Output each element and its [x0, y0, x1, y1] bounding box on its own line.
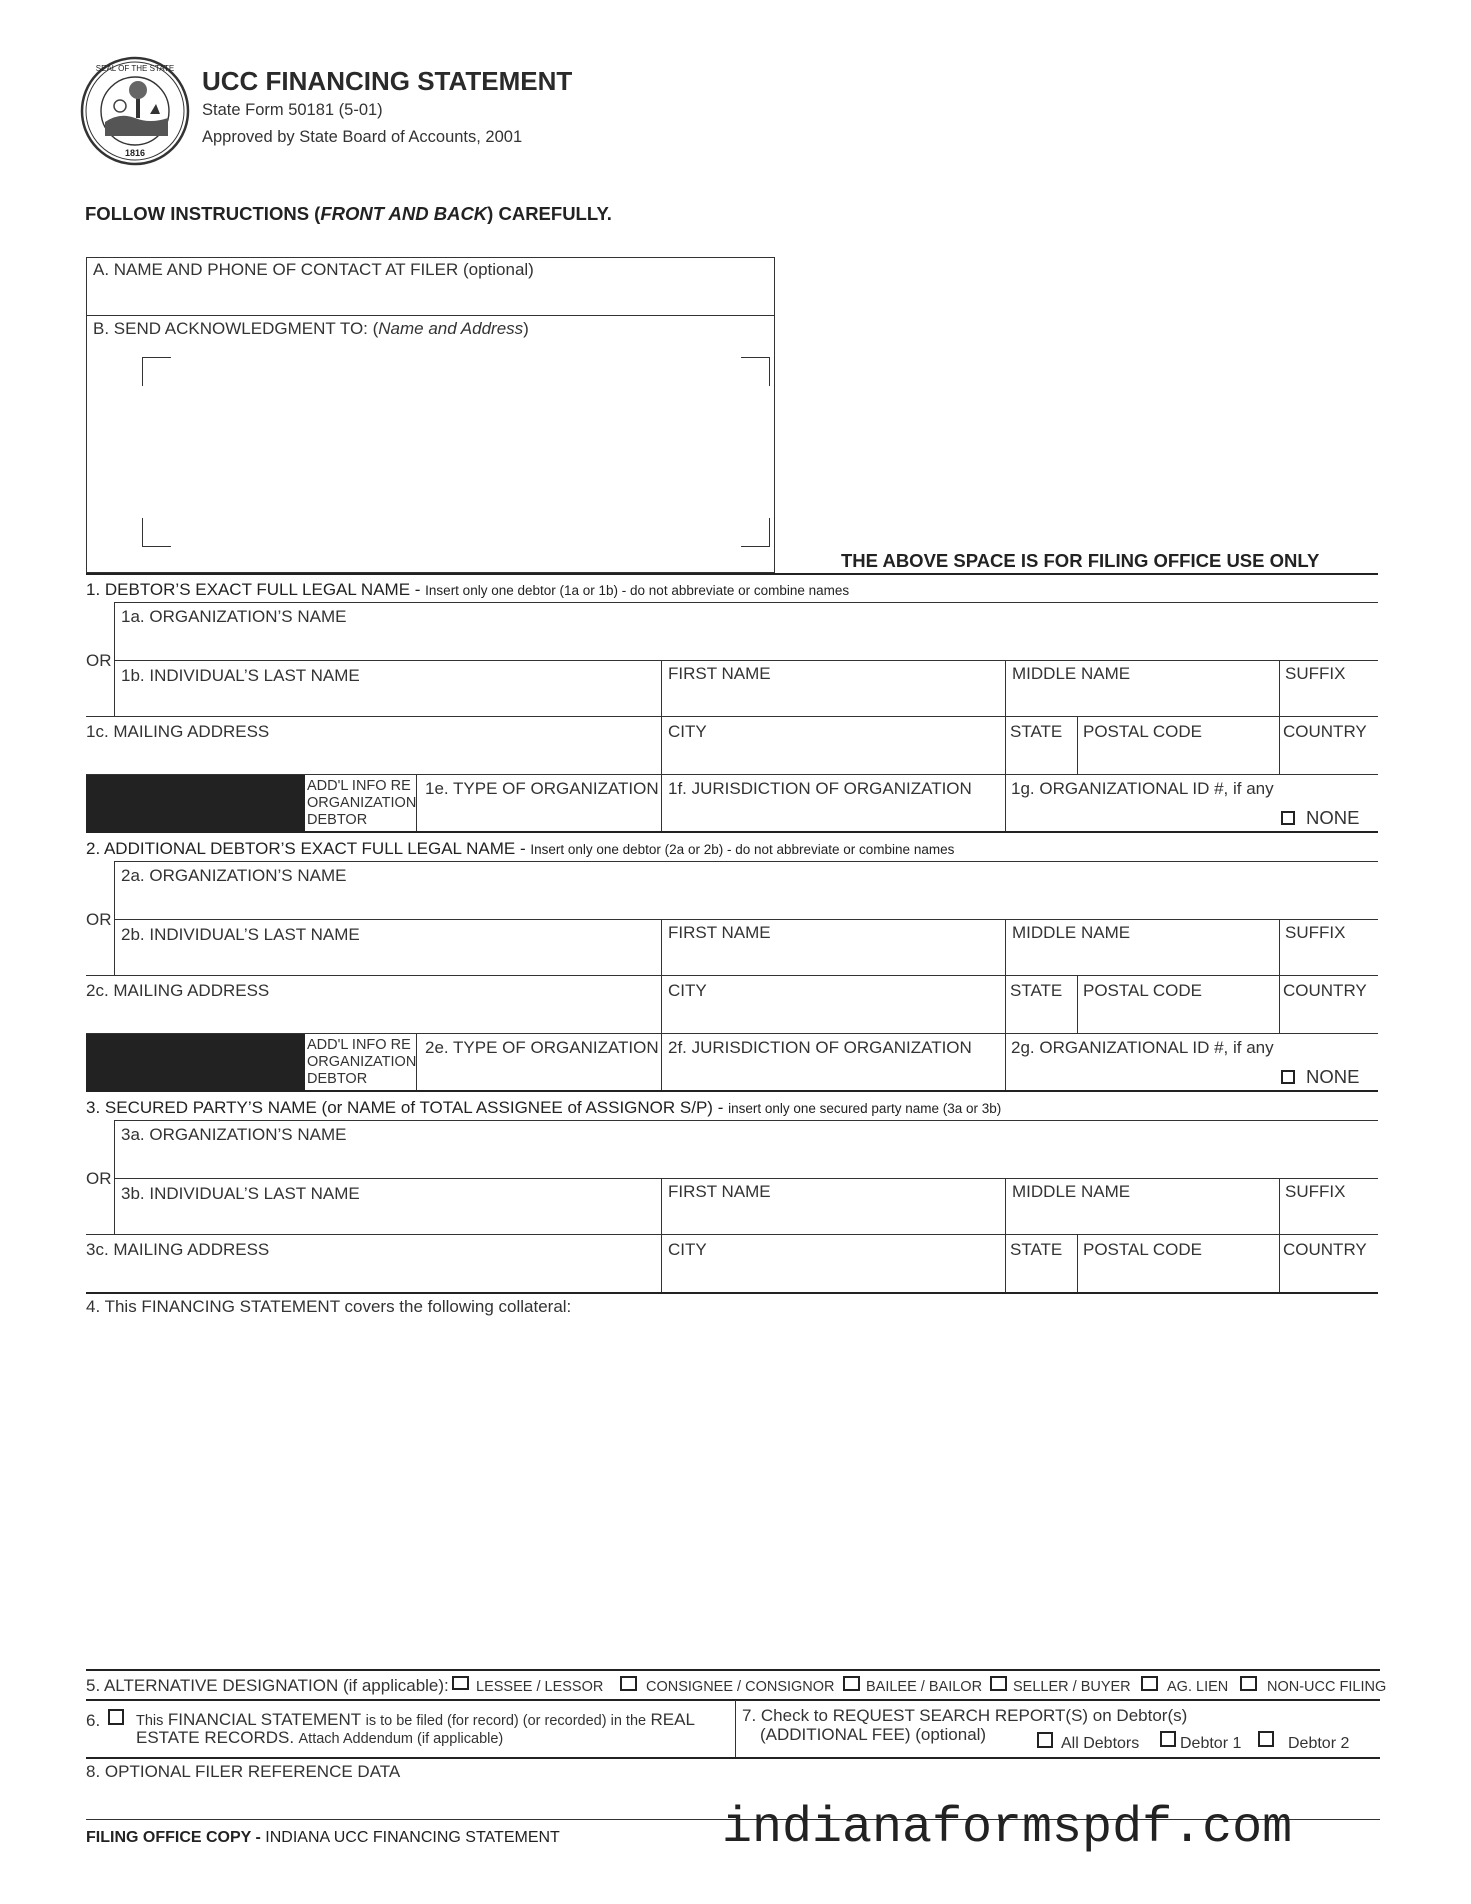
debtor2-jurisdiction-label: 2f. JURISDICTION OF ORGANIZATION	[668, 1038, 972, 1057]
rule-2-v-first	[661, 919, 662, 1033]
corner-mark-tr	[741, 357, 770, 386]
debtor2-city-input[interactable]	[664, 1003, 1002, 1031]
alt-seller-checkbox[interactable]	[990, 1676, 1007, 1691]
rule-6-top	[86, 1699, 1380, 1701]
secured-heading	[86, 1098, 1001, 1118]
rule-2-v-suffix	[1279, 919, 1280, 1033]
debtor1-mailing-input[interactable]	[88, 744, 658, 772]
footer-copy	[86, 1829, 560, 1847]
debtor2-suffix-input[interactable]	[1282, 945, 1376, 973]
secured-mailing-label: 3c. MAILING ADDRESS	[86, 1240, 270, 1259]
secured-last-name-input[interactable]	[118, 1204, 658, 1232]
search-debtor2-label: Debtor 2	[1288, 1735, 1350, 1752]
debtor2-org-id-input[interactable]	[1008, 1059, 1268, 1089]
debtor1-blackout	[86, 775, 305, 831]
alt-consignee-checkbox[interactable]	[620, 1676, 637, 1691]
debtor2-jurisdiction-input[interactable]	[664, 1059, 1002, 1089]
ack-label-prefix: B. SEND ACKNOWLEDGMENT TO: (	[93, 319, 379, 338]
debtor1-first-name-label: FIRST NAME	[668, 664, 771, 683]
rule-2c-top	[86, 975, 1378, 976]
debtor1-first-name-input[interactable]	[664, 686, 1002, 714]
rule-2-v-juris	[661, 1033, 662, 1090]
debtor2-middle-name-label: MIDDLE NAME	[1012, 923, 1131, 942]
debtor1-org-id-label: 1g. ORGANIZATIONAL ID #, if any	[1011, 779, 1274, 798]
ack-label-suffix: )	[523, 319, 529, 338]
rule-8-top	[86, 1757, 1380, 1759]
debtor1-mailing-label: 1c. MAILING ADDRESS	[86, 722, 270, 741]
watermark: indianaformspdf.com	[722, 1800, 1293, 1857]
secured-country-label: COUNTRY	[1283, 1240, 1367, 1259]
alt-seller-label: SELLER / BUYER	[1013, 1679, 1131, 1695]
debtor1-state-label: STATE	[1010, 722, 1063, 741]
rule-1-left	[114, 602, 115, 716]
secured-first-name-label: FIRST NAME	[668, 1182, 771, 1201]
contact-name-input[interactable]	[90, 282, 770, 312]
secured-middle-name-input[interactable]	[1008, 1204, 1276, 1232]
secured-state-label: STATE	[1010, 1240, 1063, 1259]
rule-1b-top	[114, 660, 1378, 661]
rule-2-v-type	[416, 1033, 417, 1090]
rule-3-left	[114, 1120, 115, 1234]
real-estate-number: 6.	[86, 1711, 101, 1730]
rule-3c-top	[86, 1234, 1378, 1235]
debtor1-city-input[interactable]	[664, 744, 1002, 772]
debtor2-mailing-label: 2c. MAILING ADDRESS	[86, 981, 270, 1000]
search-debtor2-checkbox[interactable]	[1258, 1731, 1274, 1747]
debtor2-last-name-input[interactable]	[118, 945, 658, 973]
contact-divider	[86, 315, 775, 316]
alt-bailee-checkbox[interactable]	[843, 1676, 860, 1691]
secured-postal-label: POSTAL CODE	[1083, 1240, 1203, 1259]
filing-office-note: THE ABOVE SPACE IS FOR FILING OFFICE USE ONLY	[841, 550, 1320, 571]
debtor1-country-input[interactable]	[1282, 744, 1376, 772]
search-all-debtors-label: All Debtors	[1061, 1735, 1140, 1752]
corner-mark-bl	[142, 518, 171, 547]
debtor1-last-name-label: 1b. INDIVIDUAL’S LAST NAME	[121, 666, 360, 685]
collateral-label: 4. This FINANCING STATEMENT covers the following collateral:	[86, 1297, 572, 1316]
debtor1-none-checkbox[interactable]	[1281, 811, 1295, 825]
rule-3-bottom	[86, 1292, 1378, 1294]
debtor2-first-name-input[interactable]	[664, 945, 1002, 973]
re-attach: Attach Addendum (if applicable)	[298, 1731, 504, 1747]
secured-org-name-label: 3a. ORGANIZATION’S NAME	[121, 1125, 347, 1144]
acknowledgment-address-input[interactable]	[142, 357, 770, 547]
rule-2-v-middle	[1005, 919, 1006, 1090]
debtor1-jurisdiction-label: 1f. JURISDICTION OF ORGANIZATION	[668, 779, 972, 798]
secured-heading-note: insert only one secured party name (3a or 3b)	[728, 1101, 1002, 1116]
ack-label-emphasis: Name and Address	[378, 319, 524, 338]
rule-3a-top	[114, 1120, 1378, 1121]
form-number: State Form 50181 (5-01)	[202, 101, 383, 119]
secured-last-name-label: 3b. INDIVIDUAL’S LAST NAME	[121, 1184, 360, 1203]
debtor1-or-label: OR	[86, 651, 112, 670]
alt-aglien-label: AG. LIEN	[1167, 1679, 1229, 1695]
search-debtor1-checkbox[interactable]	[1160, 1731, 1176, 1747]
debtor2-blackout	[86, 1034, 305, 1090]
svg-text:1816: 1816	[124, 148, 146, 158]
debtor2-state-input[interactable]	[1008, 1003, 1074, 1031]
rule-1c-top	[86, 716, 1378, 717]
search-debtor1-label: Debtor 1	[1180, 1735, 1242, 1752]
debtor2-or-label: OR	[86, 910, 112, 929]
acknowledgment-label	[93, 319, 529, 339]
rule-2a-top	[114, 861, 1378, 862]
debtor2-org-id-label: 2g. ORGANIZATIONAL ID #, if any	[1011, 1038, 1274, 1057]
debtor2-first-name-label: FIRST NAME	[668, 923, 771, 942]
secured-mailing-input[interactable]	[88, 1262, 658, 1290]
debtor2-postal-input[interactable]	[1080, 1003, 1276, 1031]
rule-5-top	[86, 1669, 1380, 1671]
real-estate-checkbox[interactable]	[108, 1709, 124, 1725]
debtor1-postal-input[interactable]	[1080, 744, 1276, 772]
search-request-line2: (ADDITIONAL FEE) (optional)	[760, 1725, 987, 1744]
debtor1-org-id-input[interactable]	[1008, 800, 1268, 830]
secured-org-name-input[interactable]	[118, 1146, 1376, 1178]
footer-copy-bold: FILING OFFICE COPY -	[86, 1829, 261, 1846]
instructions-emphasis: FRONT AND BACK	[320, 203, 488, 224]
reference-label: 8. OPTIONAL FILER REFERENCE DATA	[86, 1762, 401, 1781]
debtor1-last-name-input[interactable]	[118, 686, 658, 714]
debtor1-none-label: NONE	[1306, 807, 1360, 828]
debtor1-heading-note: Insert only one debtor (1a or 1b) - do not abbreviate or combine names	[425, 583, 850, 598]
debtor2-org-type-input[interactable]	[420, 1059, 658, 1089]
secured-middle-name-label: MIDDLE NAME	[1012, 1182, 1131, 1201]
svg-text:SEAL OF THE STATE: SEAL OF THE STATE	[95, 64, 175, 73]
debtor2-country-input[interactable]	[1282, 1003, 1376, 1031]
instructions-suffix: ) CAREFULLY.	[487, 203, 612, 224]
rule-3-v-middle	[1005, 1178, 1006, 1292]
secured-country-input[interactable]	[1282, 1262, 1376, 1290]
alt-consignee-label: CONSIGNEE / CONSIGNOR	[646, 1679, 835, 1695]
debtor2-state-label: STATE	[1010, 981, 1063, 1000]
debtor2-city-label: CITY	[668, 981, 707, 1000]
re-estate-records: ESTATE RECORDS.	[136, 1728, 295, 1747]
debtor1-heading-text: 1. DEBTOR’S EXACT FULL LEGAL NAME -	[86, 580, 421, 599]
rule-2b-top	[114, 919, 1378, 920]
rule-2-left	[114, 861, 115, 975]
debtor1-city-label: CITY	[668, 722, 707, 741]
form-approval: Approved by State Board of Accounts, 2001	[202, 128, 523, 146]
collateral-input[interactable]	[86, 1322, 1378, 1662]
debtor1-addl-info-3: DEBTOR	[307, 812, 368, 828]
debtor1-jurisdiction-input[interactable]	[664, 800, 1002, 830]
secured-suffix-label: SUFFIX	[1285, 1182, 1346, 1201]
debtor1-country-label: COUNTRY	[1283, 722, 1367, 741]
secured-or-label: OR	[86, 1169, 112, 1188]
alt-nonucc-label: NON-UCC FILING	[1267, 1679, 1387, 1695]
secured-first-name-input[interactable]	[664, 1204, 1002, 1232]
rule-1-v-juris	[661, 774, 662, 831]
corner-mark-tl	[142, 357, 171, 386]
secured-state-input[interactable]	[1008, 1262, 1074, 1290]
search-all-debtors-checkbox[interactable]	[1037, 1732, 1053, 1748]
debtor2-heading-text: 2. ADDITIONAL DEBTOR’S EXACT FULL LEGAL NAME -	[86, 839, 526, 858]
search-request-line1: 7. Check to REQUEST SEARCH REPORT(S) on Debtor(s)	[742, 1706, 1188, 1725]
rule-2-bottom	[86, 1090, 1378, 1092]
debtor2-mailing-input[interactable]	[88, 1003, 658, 1031]
re-real: REAL	[650, 1710, 695, 1729]
rule-2-v-postal	[1077, 975, 1078, 1033]
rule-3-v-suffix	[1279, 1178, 1280, 1292]
secured-city-label: CITY	[668, 1240, 707, 1259]
debtor1-heading	[86, 580, 849, 600]
rule-1-bottom	[86, 831, 1378, 833]
rule-1-v-postal	[1077, 716, 1078, 774]
rule-67-divider	[735, 1700, 736, 1757]
rule-1-v-type	[416, 774, 417, 831]
debtor1-addl-info-2: ORGANIZATION	[307, 795, 417, 811]
secured-city-input[interactable]	[664, 1262, 1002, 1290]
real-estate-line1	[136, 1710, 695, 1730]
rule-1a-top	[114, 602, 1378, 603]
top-rule	[86, 573, 1378, 575]
form-title: UCC FINANCING STATEMENT	[202, 66, 573, 96]
debtor2-postal-label: POSTAL CODE	[1083, 981, 1203, 1000]
debtor1-middle-name-input[interactable]	[1008, 686, 1276, 714]
debtor2-addl-info-2: ORGANIZATION	[307, 1054, 417, 1070]
rule-1-v-middle	[1005, 660, 1006, 831]
alt-nonucc-checkbox[interactable]	[1240, 1676, 1257, 1691]
debtor2-heading-note: Insert only one debtor (2a or 2b) - do not abbreviate or combine names	[530, 842, 955, 857]
debtor1-addl-info-1: ADD'L INFO RE	[307, 778, 411, 794]
rule-3-v-first	[661, 1178, 662, 1292]
instructions-heading	[85, 203, 612, 225]
debtor1-org-type-label: 1e. TYPE OF ORGANIZATION	[425, 779, 659, 798]
re-filed-text: is to be filed (for record) (or recorded) in the	[365, 1713, 647, 1729]
debtor1-org-name-input[interactable]	[118, 628, 1376, 660]
debtor2-org-name-label: 2a. ORGANIZATION’S NAME	[121, 866, 347, 885]
debtor1-org-name-label: 1a. ORGANIZATION’S NAME	[121, 607, 347, 626]
debtor2-addl-info-3: DEBTOR	[307, 1071, 368, 1087]
secured-suffix-input[interactable]	[1282, 1204, 1376, 1232]
debtor2-addl-info-1: ADD'L INFO RE	[307, 1037, 411, 1053]
rule-3b-top	[114, 1178, 1378, 1179]
corner-mark-br	[741, 518, 770, 547]
alt-lessee-checkbox[interactable]	[452, 1676, 469, 1690]
debtor2-country-label: COUNTRY	[1283, 981, 1367, 1000]
debtor2-last-name-label: 2b. INDIVIDUAL’S LAST NAME	[121, 925, 360, 944]
instructions-prefix: FOLLOW INSTRUCTIONS (	[85, 203, 321, 224]
alt-bailee-label: BAILEE / BAILOR	[866, 1679, 983, 1695]
debtor2-middle-name-input[interactable]	[1008, 945, 1276, 973]
debtor1-org-type-input[interactable]	[420, 800, 658, 830]
rule-1-v-suffix	[1279, 660, 1280, 774]
debtor2-org-name-input[interactable]	[118, 887, 1376, 919]
alt-designation-label: 5. ALTERNATIVE DESIGNATION (if applicable):	[86, 1676, 449, 1695]
secured-heading-text: 3. SECURED PARTY’S NAME (or NAME of TOTAL ASSIGNEE of ASSIGNOR S/P) -	[86, 1098, 724, 1117]
debtor1-suffix-label: SUFFIX	[1285, 664, 1346, 683]
real-estate-line2	[136, 1728, 503, 1748]
debtor1-suffix-input[interactable]	[1282, 686, 1376, 714]
debtor2-suffix-label: SUFFIX	[1285, 923, 1346, 942]
rule-1-v-first	[661, 660, 662, 774]
secured-postal-input[interactable]	[1080, 1262, 1276, 1290]
rule-3-v-postal	[1077, 1234, 1078, 1292]
debtor2-none-label: NONE	[1306, 1066, 1360, 1087]
debtor2-org-type-label: 2e. TYPE OF ORGANIZATION	[425, 1038, 659, 1057]
alt-lessee-label: LESSEE / LESSOR	[476, 1679, 604, 1695]
debtor2-none-checkbox[interactable]	[1281, 1070, 1295, 1084]
state-seal	[80, 56, 190, 166]
alt-aglien-checkbox[interactable]	[1141, 1676, 1158, 1691]
debtor2-heading	[86, 839, 954, 859]
re-this: This	[136, 1713, 164, 1729]
footer-copy-rest: INDIANA UCC FINANCING STATEMENT	[265, 1829, 560, 1846]
contact-name-label: A. NAME AND PHONE OF CONTACT AT FILER (optional)	[93, 260, 534, 279]
debtor1-state-input[interactable]	[1008, 744, 1074, 772]
debtor1-middle-name-label: MIDDLE NAME	[1012, 664, 1131, 683]
debtor1-postal-label: POSTAL CODE	[1083, 722, 1203, 741]
re-financial-statement: FINANCIAL STATEMENT	[167, 1710, 362, 1729]
